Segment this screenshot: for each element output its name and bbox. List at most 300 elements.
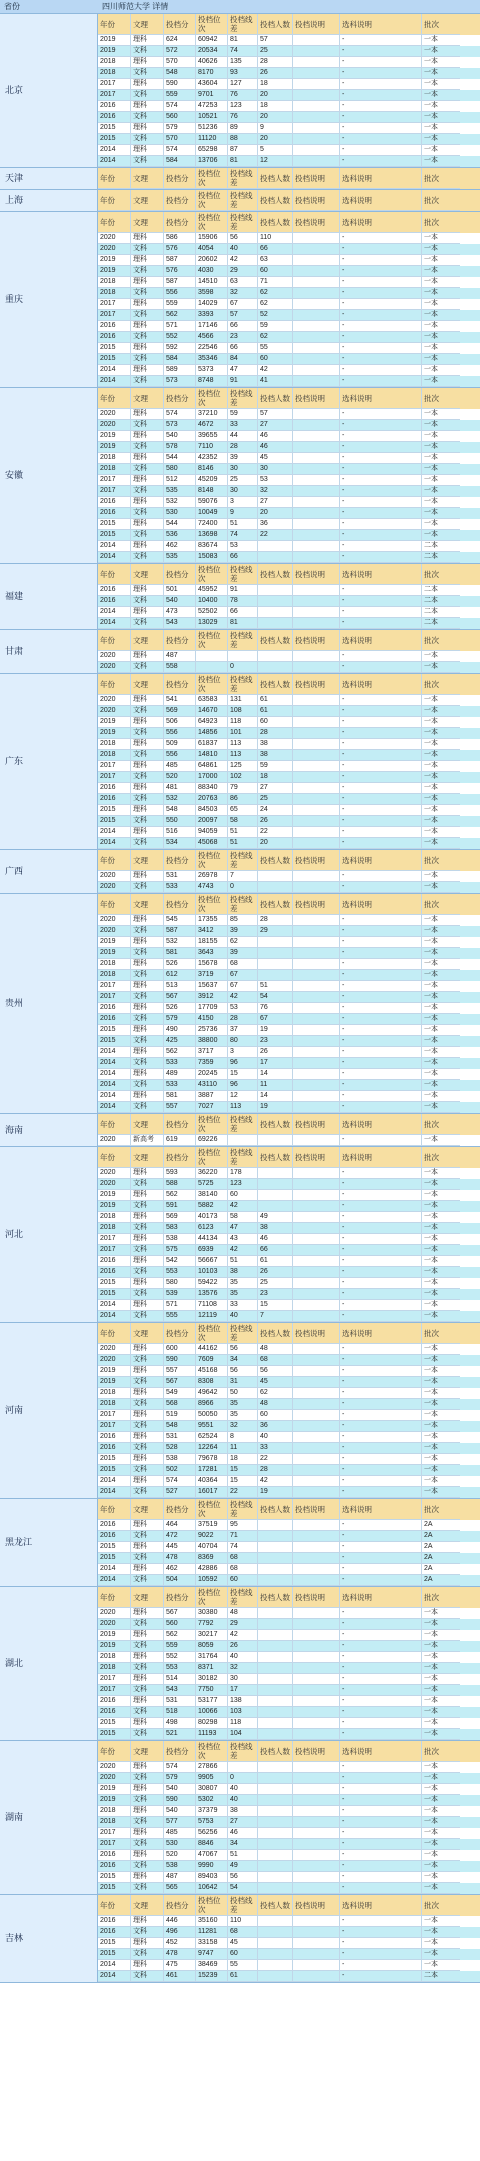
table-row (98, 1366, 480, 1377)
table-cell: 31 (228, 1377, 258, 1388)
table-cell: 35 (228, 1410, 258, 1421)
table-cell (228, 1135, 258, 1146)
table-cell (293, 1685, 340, 1696)
table-cell: 一本 (422, 1916, 460, 1927)
table-cell: 88340 (196, 783, 228, 794)
table-row (98, 90, 480, 101)
table-cell: 42 (258, 365, 293, 376)
table-row (98, 618, 480, 629)
table-cell (258, 1828, 293, 1839)
table-cell: 二本 (422, 596, 460, 607)
table-row (98, 255, 480, 266)
table-row (98, 1938, 480, 1949)
table-cell: 40704 (196, 1542, 228, 1553)
table-cell: - (340, 1256, 422, 1267)
table-cell: 理科 (131, 1410, 164, 1421)
table-cell: 2018 (98, 288, 131, 299)
table-cell: - (340, 1355, 422, 1366)
table-cell: 540 (164, 431, 196, 442)
table-cell (293, 1938, 340, 1949)
table-cell: - (340, 706, 422, 717)
table-cell: 62 (258, 1388, 293, 1399)
table-cell: 文科 (131, 992, 164, 1003)
column-header: 文理 (131, 1895, 164, 1916)
table-cell: 560 (164, 112, 196, 123)
table-cell: 71108 (196, 1300, 228, 1311)
table-cell: 一本 (422, 1278, 460, 1289)
table-cell: 3598 (196, 288, 228, 299)
table-cell: 14810 (196, 750, 228, 761)
column-header: 年份 (98, 168, 131, 189)
table-cell: - (340, 1608, 422, 1619)
table-cell: - (340, 1344, 422, 1355)
table-cell: 12 (228, 1091, 258, 1102)
table-cell: 12119 (196, 1311, 228, 1322)
table-row (98, 794, 480, 805)
table-row (98, 123, 480, 134)
table-header-row (98, 388, 480, 409)
table-cell: - (340, 1883, 422, 1894)
table-cell: 93 (228, 68, 258, 79)
province-name: 天津 (0, 168, 98, 189)
table-cell: 103 (228, 1707, 258, 1718)
table-cell: 87 (228, 145, 258, 156)
column-header: 投档分 (164, 168, 196, 189)
table-cell: 562 (164, 310, 196, 321)
table-row (98, 1696, 480, 1707)
table-cell: 文科 (131, 1223, 164, 1234)
table-cell: 2016 (98, 596, 131, 607)
table-cell: - (340, 35, 422, 46)
table-cell: 文科 (131, 1201, 164, 1212)
table-row (98, 1663, 480, 1674)
table-cell: 46 (258, 442, 293, 453)
column-header: 投档分 (164, 564, 196, 585)
table-cell: 8148 (196, 486, 228, 497)
table-cell: 69226 (196, 1135, 228, 1146)
table-cell (293, 1311, 340, 1322)
table-cell: 理科 (131, 1300, 164, 1311)
table-cell: - (340, 1179, 422, 1190)
table-cell: 2015 (98, 1454, 131, 1465)
table-row (98, 145, 480, 156)
table-cell: 7792 (196, 1619, 228, 1630)
province-block (0, 190, 480, 212)
table-cell: 一本 (422, 1718, 460, 1729)
table-cell: 理科 (131, 475, 164, 486)
table-cell (293, 948, 340, 959)
table-cell (293, 1432, 340, 1443)
table-row (98, 35, 480, 46)
table-cell: 29 (228, 266, 258, 277)
table-cell: 2014 (98, 1487, 131, 1498)
column-header: 投档位次 (196, 1323, 228, 1344)
table-header-row (98, 1114, 480, 1135)
table-cell: 113 (228, 739, 258, 750)
table-cell: 一本 (422, 1135, 460, 1146)
table-cell: - (340, 1696, 422, 1707)
column-header: 选科说明 (340, 850, 422, 871)
column-header: 投档说明 (293, 212, 340, 233)
province-name: 河北 (0, 1147, 98, 1322)
table-cell: 2016 (98, 1003, 131, 1014)
table-cell: 理科 (131, 35, 164, 46)
table-cell: 62 (258, 288, 293, 299)
table-cell: 9990 (196, 1861, 228, 1872)
table-cell (293, 959, 340, 970)
province-name: 广东 (0, 674, 98, 849)
table-cell (293, 1465, 340, 1476)
table-cell (258, 1971, 293, 1982)
table-cell: 2017 (98, 761, 131, 772)
table-header-row (98, 850, 480, 871)
table-cell: 3887 (196, 1091, 228, 1102)
table-cell: 45 (228, 1938, 258, 1949)
table-cell: 37210 (196, 409, 228, 420)
table-cell: - (340, 1641, 422, 1652)
table-cell: 2016 (98, 783, 131, 794)
table-cell: - (340, 1300, 422, 1311)
table-cell (293, 266, 340, 277)
column-header: 投档分 (164, 630, 196, 651)
column-header: 投档说明 (293, 674, 340, 695)
table-cell: 文科 (131, 420, 164, 431)
table-cell: 2020 (98, 926, 131, 937)
table-row (98, 1608, 480, 1619)
table-cell: 一本 (422, 706, 460, 717)
table-cell: 2017 (98, 1245, 131, 1256)
table-cell: 62 (258, 299, 293, 310)
table-cell: 527 (164, 1487, 196, 1498)
table-cell: 59422 (196, 1278, 228, 1289)
table-row (98, 706, 480, 717)
table-cell: 一本 (422, 728, 460, 739)
table-cell: 理科 (131, 519, 164, 530)
table-cell: 57 (258, 409, 293, 420)
table-cell: 3717 (196, 1047, 228, 1058)
table-cell: 理科 (131, 1344, 164, 1355)
column-header: 批次 (422, 1895, 460, 1916)
table-cell: - (340, 1080, 422, 1091)
table-cell: - (340, 1850, 422, 1861)
table-cell (293, 596, 340, 607)
column-header: 选科说明 (340, 212, 422, 233)
table-cell (258, 1201, 293, 1212)
table-cell: 22 (258, 530, 293, 541)
table-cell: 2016 (98, 1927, 131, 1938)
table-cell: 38469 (196, 1960, 228, 1971)
table-cell: 一本 (422, 1366, 460, 1377)
table-cell: - (340, 1663, 422, 1674)
table-row (98, 1861, 480, 1872)
table-cell: 文科 (131, 1443, 164, 1454)
table-cell: 17281 (196, 1465, 228, 1476)
table-row (98, 541, 480, 552)
table-row (98, 1223, 480, 1234)
table-cell: 8369 (196, 1553, 228, 1564)
table-cell: 4672 (196, 420, 228, 431)
table-cell: 6939 (196, 1245, 228, 1256)
table-cell: 64923 (196, 717, 228, 728)
table-cell: 理科 (131, 1564, 164, 1575)
table-row (98, 871, 480, 882)
column-header: 投档说明 (293, 894, 340, 915)
column-header: 投档线差 (228, 1114, 258, 1135)
table-cell: 485 (164, 761, 196, 772)
table-cell: 一本 (422, 1960, 460, 1971)
table-cell: 12264 (196, 1443, 228, 1454)
table-cell: - (340, 112, 422, 123)
table-row (98, 332, 480, 343)
table-cell: 27 (228, 1817, 258, 1828)
table-cell: 27866 (196, 1762, 228, 1773)
province-column-header: 省份 (4, 2, 20, 11)
province-block (0, 850, 480, 894)
table-cell: 一本 (422, 1696, 460, 1707)
table-row (98, 1399, 480, 1410)
table-cell: 562 (164, 1047, 196, 1058)
table-cell: 2019 (98, 255, 131, 266)
table-cell: - (340, 508, 422, 519)
table-cell: - (340, 552, 422, 563)
column-header: 投档线差 (228, 1323, 258, 1344)
table-row (98, 1828, 480, 1839)
table-cell: 理科 (131, 1212, 164, 1223)
table-cell: 理科 (131, 343, 164, 354)
table-cell (258, 1850, 293, 1861)
table-cell: 2019 (98, 1201, 131, 1212)
table-cell: - (340, 1795, 422, 1806)
table-cell: - (340, 343, 422, 354)
table-cell: 2016 (98, 1916, 131, 1927)
table-cell: 47067 (196, 1850, 228, 1861)
table-cell (258, 871, 293, 882)
table-cell: 8146 (196, 464, 228, 475)
table-cell: 一本 (422, 310, 460, 321)
table-cell (293, 541, 340, 552)
table-cell: 理科 (131, 1762, 164, 1773)
table-cell: 579 (164, 1014, 196, 1025)
table-cell: 一本 (422, 101, 460, 112)
column-header: 投档分 (164, 894, 196, 915)
table-cell: - (340, 310, 422, 321)
table-cell (258, 1179, 293, 1190)
table-cell (293, 277, 340, 288)
table-cell: 42 (228, 255, 258, 266)
table-cell: 63 (228, 277, 258, 288)
column-header: 选科说明 (340, 564, 422, 585)
column-header: 投档线差 (228, 1499, 258, 1520)
table-cell (293, 310, 340, 321)
table-cell: - (340, 1685, 422, 1696)
table-cell (293, 57, 340, 68)
table-cell: 文科 (131, 1465, 164, 1476)
table-cell: 2018 (98, 1817, 131, 1828)
table-cell: 理科 (131, 101, 164, 112)
table-cell: - (340, 1190, 422, 1201)
table-cell: 文科 (131, 1245, 164, 1256)
table-row (98, 1432, 480, 1443)
table-cell: 2014 (98, 607, 131, 618)
table-cell (258, 1872, 293, 1883)
table-row (98, 343, 480, 354)
table-cell: 2019 (98, 1190, 131, 1201)
table-cell (293, 1256, 340, 1267)
table-cell (293, 354, 340, 365)
table-cell: 37379 (196, 1806, 228, 1817)
table-cell (293, 1234, 340, 1245)
table-row (98, 266, 480, 277)
table-cell: 14 (258, 1069, 293, 1080)
table-cell: - (340, 1784, 422, 1795)
table-cell: 57 (258, 35, 293, 46)
table-cell: 33 (228, 420, 258, 431)
column-header: 投档位次 (196, 168, 228, 189)
table-cell: - (340, 607, 422, 618)
table-cell: 4030 (196, 266, 228, 277)
column-header: 投档位次 (196, 1114, 228, 1135)
table-cell: 2019 (98, 948, 131, 959)
table-cell: 2016 (98, 1256, 131, 1267)
table-cell: 478 (164, 1553, 196, 1564)
table-cell: 理科 (131, 1916, 164, 1927)
table-cell: 一本 (422, 475, 460, 486)
table-cell: 20 (258, 112, 293, 123)
table-cell: 一本 (422, 827, 460, 838)
table-cell: 57 (228, 310, 258, 321)
table-cell (293, 1091, 340, 1102)
column-header: 投档人数 (258, 1323, 293, 1344)
table-cell: 15 (228, 1069, 258, 1080)
table-cell: - (340, 1718, 422, 1729)
table-cell: 一本 (422, 1630, 460, 1641)
table-cell: - (340, 486, 422, 497)
table-cell: 2016 (98, 321, 131, 332)
column-header: 投档说明 (293, 388, 340, 409)
table-cell: 574 (164, 1476, 196, 1487)
table-cell: 556 (164, 750, 196, 761)
table-cell (293, 453, 340, 464)
table-cell: 文科 (131, 794, 164, 805)
column-header: 投档分 (164, 1499, 196, 1520)
table-row (98, 552, 480, 563)
table-cell: 一本 (422, 1377, 460, 1388)
table-cell: 2020 (98, 233, 131, 244)
column-header: 选科说明 (340, 1895, 422, 1916)
column-header: 投档说明 (293, 190, 340, 211)
table-cell: 30380 (196, 1608, 228, 1619)
table-cell: 2016 (98, 1861, 131, 1872)
table-cell: 2018 (98, 277, 131, 288)
table-cell: 一本 (422, 1344, 460, 1355)
table-cell: 548 (164, 805, 196, 816)
table-cell: 2018 (98, 750, 131, 761)
table-cell: 56 (228, 1872, 258, 1883)
table-cell: 575 (164, 1245, 196, 1256)
column-header: 投档说明 (293, 1895, 340, 1916)
table-cell: 一本 (422, 1674, 460, 1685)
column-header: 批次 (422, 850, 460, 871)
table-cell: 2015 (98, 134, 131, 145)
table-cell: - (340, 409, 422, 420)
table-cell (293, 1949, 340, 1960)
table-cell: 60 (258, 1410, 293, 1421)
table-cell: 28 (228, 442, 258, 453)
table-cell: 59076 (196, 497, 228, 508)
column-header: 选科说明 (340, 1147, 422, 1168)
table-cell (293, 739, 340, 750)
table-row (98, 1949, 480, 1960)
table-cell: 52502 (196, 607, 228, 618)
table-cell: 2017 (98, 475, 131, 486)
table-cell: 2015 (98, 1718, 131, 1729)
table-cell: 39 (228, 453, 258, 464)
province-block (0, 388, 480, 564)
table-cell: 51 (228, 827, 258, 838)
table-row (98, 937, 480, 948)
table-cell (258, 1674, 293, 1685)
table-cell: 文科 (131, 46, 164, 57)
table-cell: 文科 (131, 90, 164, 101)
table-cell: 512 (164, 475, 196, 486)
table-cell: 53177 (196, 1696, 228, 1707)
column-header: 年份 (98, 850, 131, 871)
table-cell: - (340, 233, 422, 244)
table-cell: 理科 (131, 1091, 164, 1102)
table-row (98, 1729, 480, 1740)
table-cell: 541 (164, 695, 196, 706)
table-cell: 2019 (98, 1784, 131, 1795)
table-cell: - (340, 959, 422, 970)
table-cell: - (340, 475, 422, 486)
table-row (98, 882, 480, 893)
table-cell: 26978 (196, 871, 228, 882)
column-header: 投档说明 (293, 1587, 340, 1608)
table-row (98, 1553, 480, 1564)
table-cell: 20097 (196, 816, 228, 827)
table-cell (258, 662, 293, 673)
table-cell: 22 (258, 827, 293, 838)
table-cell: 7609 (196, 1355, 228, 1366)
table-cell: - (340, 1949, 422, 1960)
table-cell: 文科 (131, 1707, 164, 1718)
table-cell (293, 794, 340, 805)
table-cell: 18 (258, 772, 293, 783)
table-cell (293, 1850, 340, 1861)
table-cell: 文科 (131, 1421, 164, 1432)
table-cell: 10103 (196, 1267, 228, 1278)
table-cell: 15906 (196, 233, 228, 244)
table-cell: 2A (422, 1531, 460, 1542)
province-block (0, 212, 480, 388)
column-header: 投档分 (164, 1895, 196, 1916)
table-cell: 8 (228, 1432, 258, 1443)
table-cell: 26 (258, 816, 293, 827)
table-row (98, 838, 480, 849)
table-cell (258, 959, 293, 970)
table-cell (258, 948, 293, 959)
table-cell: 516 (164, 827, 196, 838)
table-cell: 48 (258, 1399, 293, 1410)
table-cell: 一本 (422, 1883, 460, 1894)
table-row (98, 1212, 480, 1223)
table-cell: 570 (164, 57, 196, 68)
table-cell: 2015 (98, 343, 131, 354)
column-header: 投档线差 (228, 1895, 258, 1916)
table-cell (258, 1927, 293, 1938)
table-cell: 2016 (98, 1267, 131, 1278)
table-cell: 24 (258, 805, 293, 816)
